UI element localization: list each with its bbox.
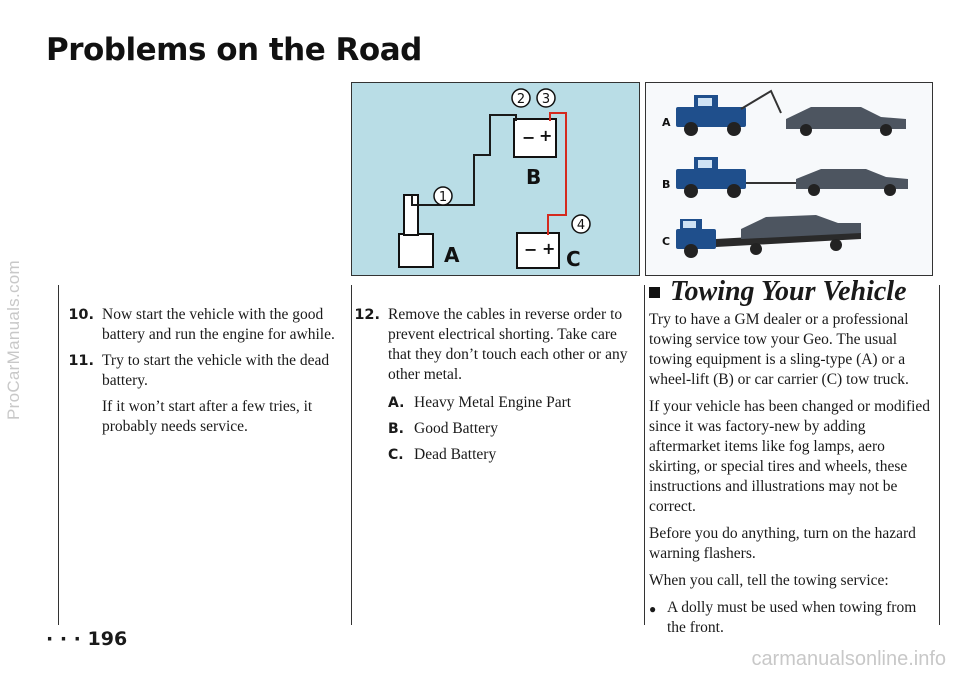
label-a: A bbox=[444, 243, 460, 267]
tow-truck-illustration bbox=[645, 82, 933, 276]
callout-3: 3 bbox=[541, 92, 551, 107]
step-11-note: If it won’t start after a few tries, it probably needs service. bbox=[102, 398, 313, 435]
column-rule-right bbox=[644, 285, 645, 625]
step-10-number: 10. bbox=[68, 307, 94, 323]
sling-towed-car bbox=[786, 107, 906, 136]
page-title: Problems on the Road bbox=[46, 32, 422, 68]
dead-battery-pos: + bbox=[542, 239, 556, 258]
step-12-number: 12. bbox=[354, 307, 380, 323]
jump-start-diagram bbox=[351, 82, 640, 276]
side-watermark: ProCarManuals.com bbox=[4, 259, 24, 421]
towing-paragraph-2: If your vehicle has been changed or modified since it was factory-new by adding aftermarket items like fog lamps, aero skirting, or special tires and wheels, these instructions and illustrations may not be correct. bbox=[649, 398, 931, 515]
bullet-dot: ● bbox=[649, 602, 657, 616]
step-11-number: 11. bbox=[68, 353, 94, 369]
towing-bullet-text: A dolly must be used when towing from the front. bbox=[667, 599, 917, 636]
step-11 bbox=[62, 351, 342, 391]
dead-battery-neg: − bbox=[524, 240, 538, 259]
tow-label-c: C bbox=[662, 235, 671, 248]
legend-letter: A. bbox=[388, 395, 405, 411]
legend-text: Good Battery bbox=[414, 420, 498, 437]
step-10-text: Now start the vehicle with the good battery and run the engine for awhile. bbox=[102, 306, 335, 343]
tow-truck-drawing bbox=[646, 83, 932, 275]
sling-tow-truck bbox=[676, 91, 781, 136]
page-number: · · · 196 bbox=[46, 628, 128, 650]
column-rule-left bbox=[58, 285, 59, 625]
black-jumper-cable bbox=[412, 115, 516, 205]
wheel-lift-towed-car bbox=[796, 169, 908, 196]
label-c: C bbox=[566, 247, 581, 271]
callout-2: 2 bbox=[516, 92, 526, 107]
engine-block-shape bbox=[399, 234, 433, 267]
good-battery-pos: + bbox=[539, 126, 553, 145]
legend-item bbox=[388, 445, 638, 465]
callout-4: 4 bbox=[576, 218, 586, 233]
good-battery-neg: − bbox=[522, 128, 536, 147]
legend-item bbox=[388, 419, 638, 439]
jump-start-illustration bbox=[352, 83, 639, 275]
towing-bullet bbox=[649, 598, 933, 638]
column-rule-edge bbox=[939, 285, 940, 625]
towing-paragraph-4: When you call, tell the towing service: bbox=[649, 572, 889, 589]
diagram-legend bbox=[388, 393, 638, 465]
heading-square-bullet bbox=[649, 287, 660, 298]
tow-label-b: B bbox=[662, 178, 671, 191]
column-1 bbox=[62, 305, 342, 437]
column-3 bbox=[649, 276, 933, 638]
column-2 bbox=[348, 305, 638, 471]
towing-paragraph-3: Before you do anything, turn on the hazard warning flashers. bbox=[649, 525, 916, 562]
step-12 bbox=[348, 305, 638, 385]
wheel-lift-tow-truck bbox=[676, 157, 796, 198]
legend-text: Heavy Metal Engine Part bbox=[414, 394, 572, 411]
towing-heading bbox=[649, 276, 933, 307]
label-b: B bbox=[526, 165, 542, 189]
step-12-text: Remove the cables in reverse order to prevent electrical shorting. Take care that they don’t touch each other or any other metal. bbox=[388, 306, 628, 383]
towing-heading-text: Towing Your Vehicle bbox=[670, 276, 907, 307]
step-11-text: Try to start the vehicle with the dead battery. bbox=[102, 352, 330, 389]
towing-paragraph-1: Try to have a GM dealer or a professional towing service tow your Geo. The usual towing equipment is a sling-type (A) or a wheel-lift (B) or car carrier (C) tow truck. bbox=[649, 311, 909, 388]
tow-label-a: A bbox=[662, 116, 671, 129]
legend-letter: B. bbox=[388, 421, 404, 437]
callout-1: 1 bbox=[438, 190, 448, 205]
step-10 bbox=[62, 305, 342, 345]
legend-letter: C. bbox=[388, 447, 404, 463]
legend-text: Dead Battery bbox=[414, 446, 497, 463]
bottom-watermark: carmanualsonline.info bbox=[751, 648, 946, 670]
legend-item bbox=[388, 393, 638, 413]
